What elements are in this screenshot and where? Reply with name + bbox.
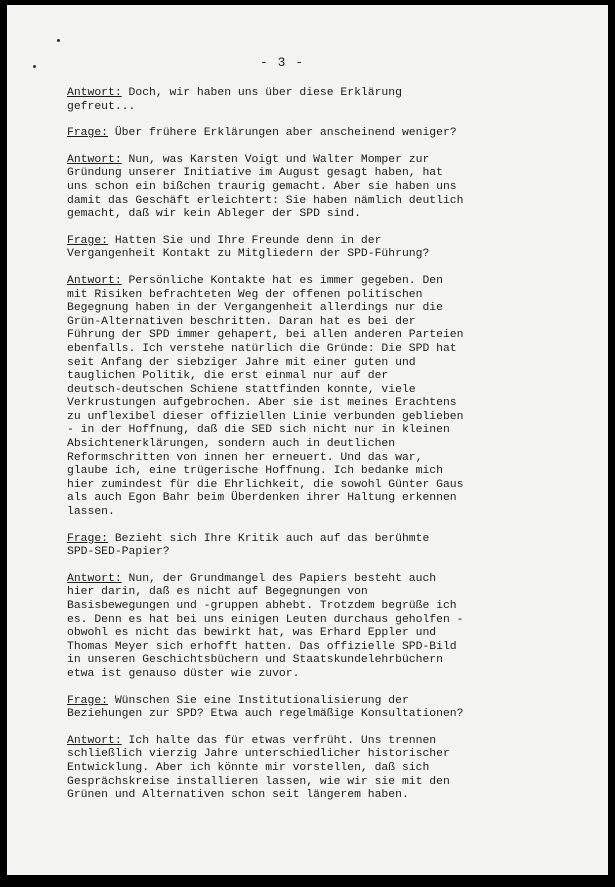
text-line — [67, 370, 603, 384]
text-line — [67, 167, 603, 181]
answer-block — [67, 573, 603, 682]
answer-label: Antwort: — [67, 572, 122, 585]
text-line — [67, 397, 603, 411]
scan-speck — [33, 65, 36, 68]
text-line — [67, 343, 603, 357]
text-line — [67, 492, 603, 506]
line-text: Hatten Sie und Ihre Freunde denn in der — [108, 234, 382, 247]
line-text: zu unflexibel dieser offiziellen Linie verbunden geblieben — [67, 410, 464, 423]
text-line — [67, 438, 603, 452]
line-text: Absichtenerklärungen, sondern auch in deutlichen — [67, 438, 396, 451]
question-block — [67, 127, 603, 141]
text-line — [67, 357, 603, 371]
answer-block — [67, 275, 603, 520]
line-text: es. Denn es hat bei uns einigen Leuten durchaus geholfen - — [67, 613, 464, 626]
text-line — [67, 87, 603, 101]
line-text: Entwicklung. Aber ich könnte mir vorstellen, daß sich — [67, 761, 430, 774]
text-line — [67, 641, 603, 655]
question-label: Frage: — [67, 127, 109, 140]
line-text: mit Risiken befrachteten Weg der offenen politischen — [67, 288, 423, 301]
text-line — [67, 384, 603, 398]
text-line — [67, 479, 603, 493]
line-text: uns schon ein bißchen traurig gemacht. Aber sie haben uns — [67, 180, 457, 193]
line-text: Ich halte das für etwas verfrüht. Uns trennen — [121, 734, 437, 747]
answer-label: Antwort: — [67, 87, 122, 99]
question-label: Frage: — [67, 694, 109, 707]
line-text: gefreut... — [67, 100, 136, 113]
text-line — [67, 762, 603, 776]
text-line — [67, 101, 603, 115]
line-text: Thomas Meyer sich erhofft hatten. Das offizielle SPD-Bild — [67, 640, 457, 653]
question-label: Frage: — [67, 234, 109, 247]
text-line — [67, 735, 603, 749]
line-text: Über frühere Erklärungen aber anscheinend weniger? — [108, 127, 457, 140]
line-text: deutsch-deutschen Schiene stattfinden konnte, viele — [67, 383, 416, 396]
text-line — [67, 586, 603, 600]
line-text: Grün-Alternativen beschritten. Daran hat es bei der — [67, 315, 416, 328]
text-line — [67, 154, 603, 168]
text-line — [67, 573, 603, 587]
question-block — [67, 235, 603, 262]
text-line — [67, 127, 603, 141]
text-line — [67, 668, 603, 682]
line-text: Vergangenheit Kontakt zu Mitgliedern der SPD-Führung? — [67, 248, 430, 261]
line-text: Basisbewegungen und -gruppen abhebt. Trotzdem begrüße ich — [67, 600, 457, 612]
answer-label: Antwort: — [67, 153, 122, 166]
text-line — [67, 411, 603, 425]
answer-label: Antwort: — [67, 734, 122, 747]
line-text: obwohl es nicht das bewirkt hat, was Erhard Eppler und — [67, 627, 437, 640]
text-line — [67, 195, 603, 209]
line-text: Grünen und Alternativen schon seit längerem haben. — [67, 789, 409, 802]
line-text: SPD-SED-Papier? — [67, 546, 170, 559]
text-line — [67, 789, 603, 803]
text-line — [67, 329, 603, 343]
text-line — [67, 424, 603, 438]
scan-speck — [57, 39, 60, 42]
text-line — [67, 654, 603, 668]
line-text: gemacht, daß wir kein Ableger der SPD sind. — [67, 208, 361, 221]
line-text: Verkrustungen aufgebrochen. Aber sie ist meines Erachtens — [67, 397, 457, 410]
line-text: glaube ich, eine trügerische Hoffnung. Ich bedanke mich — [67, 465, 443, 478]
line-text: - in der Hoffnung, daß die SED sich nicht nur in kleinen — [67, 424, 450, 437]
line-text: Doch, wir haben uns über diese Erklärung — [121, 87, 402, 99]
line-text: seit Anfang der siebziger Jahre mit einer guten und — [67, 356, 416, 369]
line-text: Führung der SPD immer gehapert, bei allen anderen Parteien — [67, 329, 464, 342]
line-text: lassen. — [67, 506, 115, 519]
line-text: Bezieht sich Ihre Kritik auch auf das berühmte — [108, 532, 430, 545]
text-line — [67, 748, 603, 762]
question-block — [67, 695, 603, 722]
text-line — [67, 465, 603, 479]
line-text: Gesprächskreise installieren lassen, wie wir sie mit den — [67, 775, 450, 788]
line-text: Reformschritten von innen her erneuert. Und das war, — [67, 451, 423, 464]
line-text: Nun, der Grundmangel des Papiers besteht auch — [121, 572, 437, 585]
answer-block — [67, 154, 603, 222]
document-page — [7, 5, 608, 875]
text-line — [67, 708, 603, 722]
line-text: tauglichen Politik, die erst einmal nur auf der — [67, 370, 389, 383]
text-line — [67, 695, 603, 709]
line-text: etwa ist genauso düster wie zuvor. — [67, 667, 300, 680]
question-block — [67, 533, 603, 560]
text-line — [67, 208, 603, 222]
text-line — [67, 235, 603, 249]
page-number: - 3 - — [260, 55, 305, 70]
text-line — [67, 316, 603, 330]
line-text: Begegnung haben in der Vergangenheit allerdings nur die — [67, 302, 443, 315]
text-line — [67, 275, 603, 289]
question-label: Frage: — [67, 532, 109, 545]
line-text: Beziehungen zur SPD? Etwa auch regelmäßige Konsultationen? — [67, 708, 464, 721]
text-line — [67, 600, 603, 614]
line-text: Wünschen Sie eine Institutionalisierung der — [108, 694, 409, 707]
text-line — [67, 181, 603, 195]
answer-block — [67, 735, 603, 803]
line-text: hier zumindest für die Ehrlichkeit, die sowohl Günter Gaus — [67, 478, 464, 491]
line-text: schließlich vierzig Jahre unterschiedlicher historischer — [67, 748, 450, 761]
text-line — [67, 614, 603, 628]
line-text: Gründung unserer Initiative im August gesagt haben, hat — [67, 167, 443, 180]
text-line — [67, 506, 603, 520]
answer-block — [67, 87, 603, 114]
text-line — [67, 248, 603, 262]
text-line — [67, 452, 603, 466]
line-text: ebenfalls. Ich verstehe natürlich die Gründe: Die SPD hat — [67, 342, 457, 355]
line-text: damit das Geschäft erleichtert: Sie haben nämlich deutlich — [67, 194, 464, 207]
line-text: als auch Egon Bahr beim Überdenken ihrer Haltung erkennen — [67, 492, 457, 505]
text-line — [67, 533, 603, 547]
answer-label: Antwort: — [67, 274, 122, 287]
text-line — [67, 302, 603, 316]
line-text: Nun, was Karsten Voigt und Walter Momper zur — [121, 153, 430, 166]
line-text: in unseren Geschichtsbüchern und Staatskundelehrbüchern — [67, 654, 443, 667]
text-line — [67, 627, 603, 641]
text-line — [67, 546, 603, 560]
text-line — [67, 289, 603, 303]
text-line — [67, 776, 603, 790]
line-text: Persönliche Kontakte hat es immer gegeben. Den — [121, 274, 443, 287]
interview-text — [67, 87, 603, 816]
line-text: hier darin, daß es nicht auf Begegnungen von — [67, 586, 368, 599]
